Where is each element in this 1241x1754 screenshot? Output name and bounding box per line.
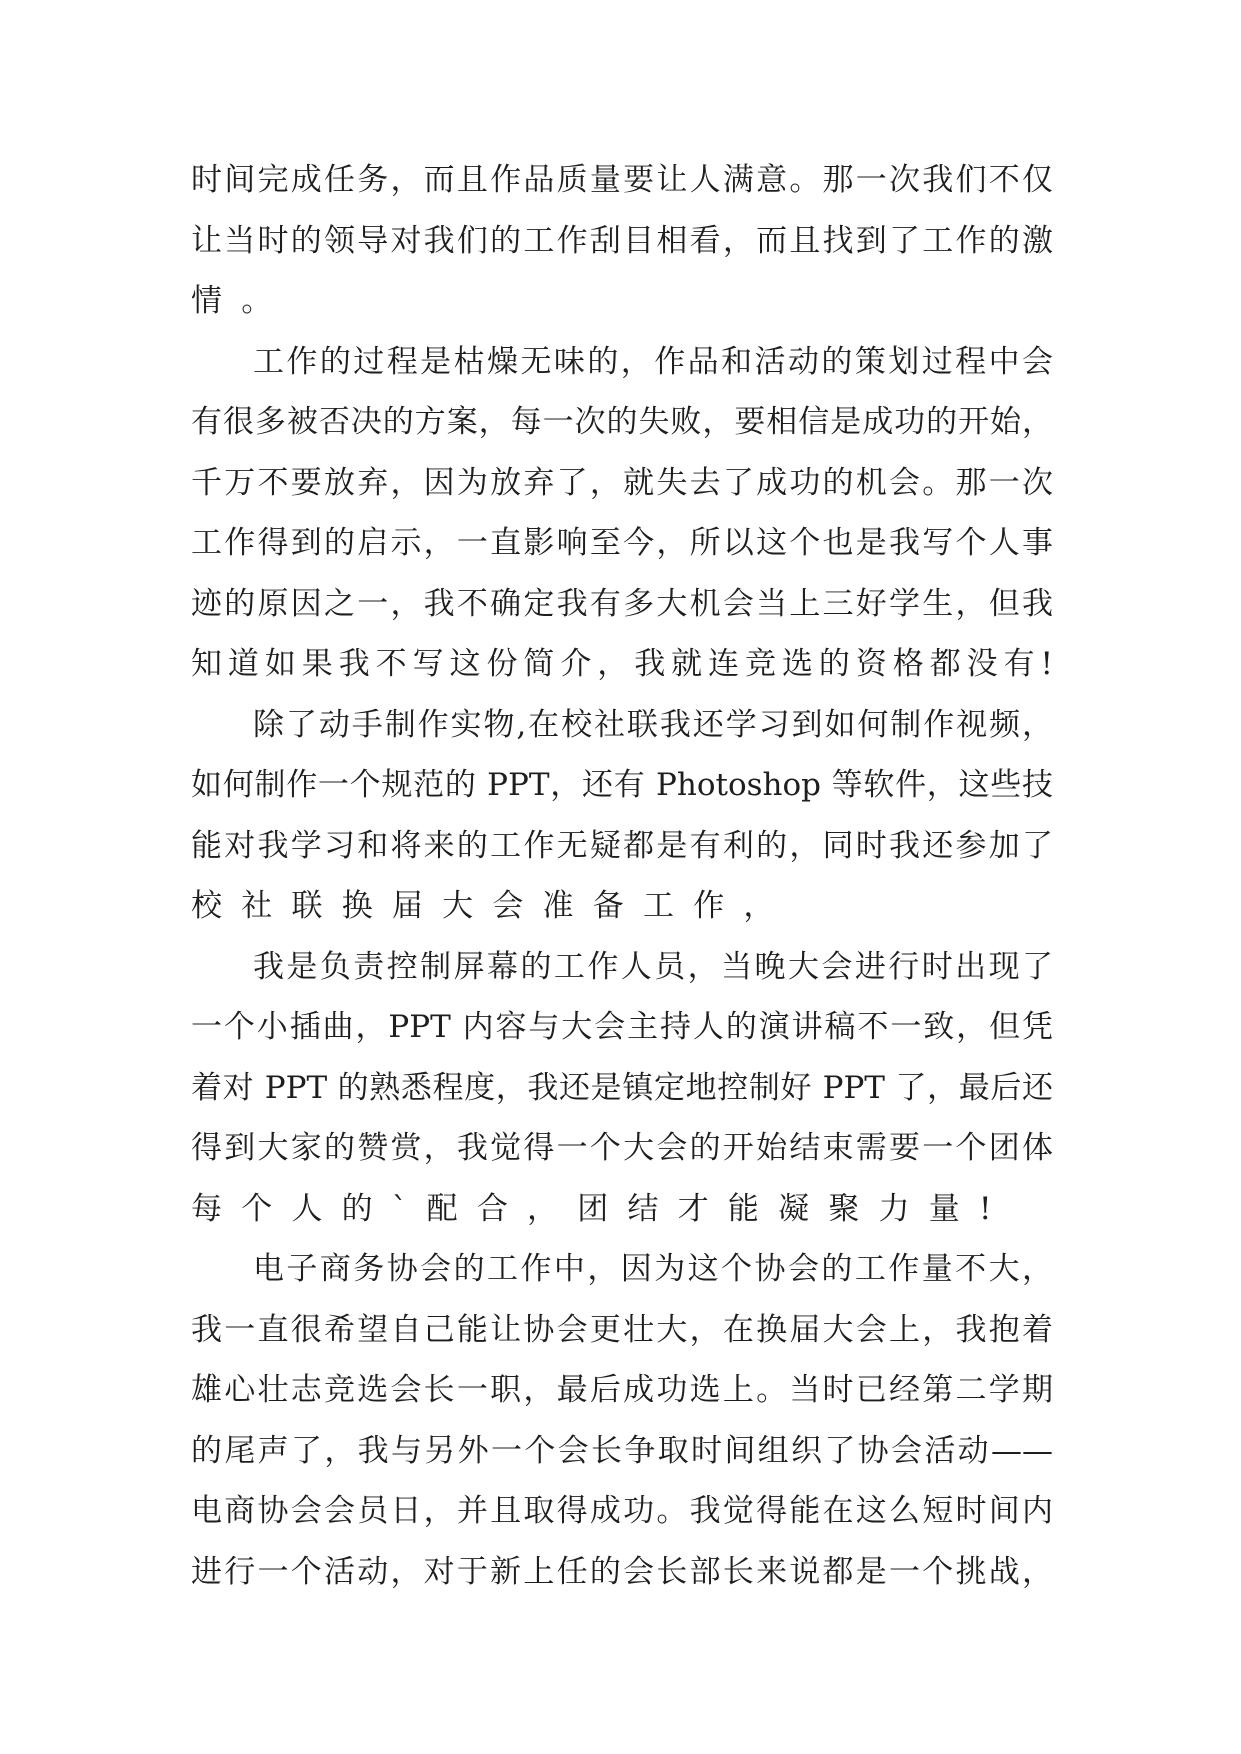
text-line: 进行一个活动，对于新上任的会长部长来说都是一个挑战， (191, 1553, 1053, 1590)
text-line: 如何制作一个规范的 PPT，还有 Photoshop 等软件，这些技 (191, 767, 1053, 803)
text-line: 的尾声了，我与另外一个会长争取时间组织了协会活动—— (191, 1432, 1053, 1469)
text-line: 迹的原因之一，我不确定我有多大机会当上三好学生，但我 (191, 585, 1053, 622)
text-line: 有很多被否决的方案，每一次的失败，要相信是成功的开始， (191, 404, 1053, 440)
text-line: 雄心壮志竞选会长一职，最后成功选上。当时已经第二学期 (191, 1372, 1053, 1408)
text-line: 电商协会会员日，并且取得成功。我觉得能在这么短时间内 (191, 1493, 1053, 1529)
text-line: 让当时的领导对我们的工作刮目相看，而且找到了工作的激 (191, 222, 1053, 259)
paragraph-first-line: 除了动手制作实物,在校社联我还学习到如何制作视频， (253, 706, 1053, 743)
paragraph-first-line: 电子商务协会的工作中，因为这个协会的工作量不大， (253, 1251, 1053, 1287)
text-line: 时间完成任务，而且作品质量要让人满意。那一次我们不仅 (191, 162, 1053, 198)
text-line: 能对我学习和将来的工作无疑都是有利的，同时我还参加了 (191, 827, 1053, 864)
text-line: 工作得到的启示，一直影响至今，所以这个也是我写个人事 (191, 525, 1053, 561)
paragraph-first-line: 工作的过程是枯燥无味的，作品和活动的策划过程中会 (253, 343, 1053, 380)
text-line: 千万不要放弃，因为放弃了，就失去了成功的机会。那一次 (191, 464, 1053, 501)
text-line: 一个小插曲，PPT 内容与大会主持人的演讲稿不一致，但凭 (191, 1009, 1053, 1045)
text-line: 我一直很希望自己能让协会更壮大，在换届大会上，我抱着 (191, 1311, 1053, 1348)
text-line: 知道如果我不写这份简介，我就连竞选的资格都没有! (191, 646, 1053, 682)
paragraph-first-line: 我是负责控制屏幕的工作人员，当晚大会进行时出现了 (253, 948, 1053, 985)
text-line: 每个人的`配合，团结才能凝聚力量! (191, 1190, 1011, 1227)
text-line: 着对 PPT 的熟悉程度，我还是镇定地控制好 PPT 了，最后还 (191, 1069, 1053, 1106)
text-line: 校社联换届大会准备工作， (191, 888, 794, 924)
body-text (191, 150, 1053, 1602)
text-line: 情。 (191, 283, 292, 319)
text-line: 得到大家的赞赏，我觉得一个大会的开始结束需要一个团体 (191, 1130, 1053, 1166)
